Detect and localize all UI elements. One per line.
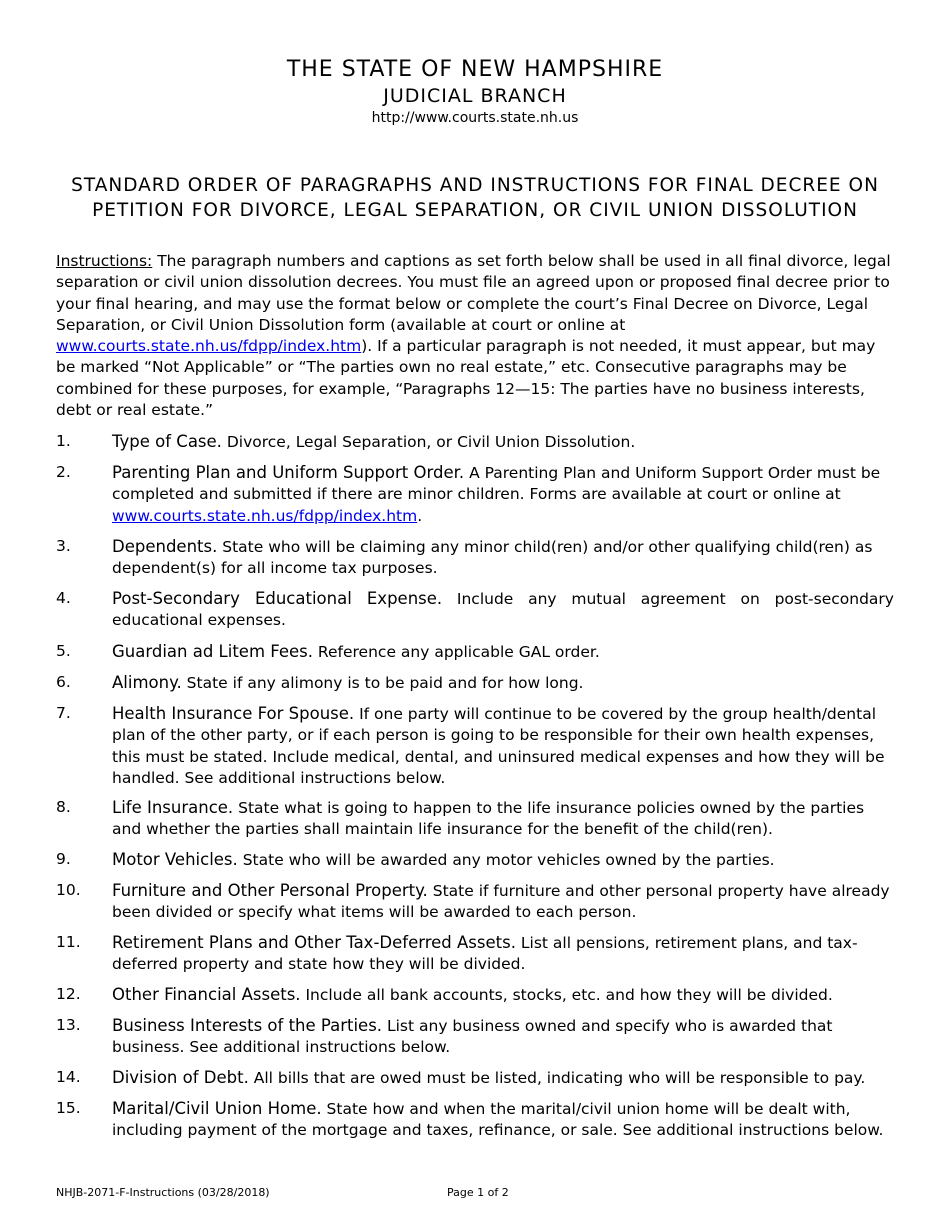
- item-number: 9.: [56, 850, 71, 868]
- item-text: State how and when the marital/civil union home will be dealt with, including payment of the mortgage and taxes, refinance, or sale. See additional instructions below.: [112, 1100, 884, 1140]
- item-number: 2.: [56, 463, 71, 481]
- item-caption: Parenting Plan and Uniform Support Order.: [112, 463, 465, 482]
- list-item: [56, 536, 894, 580]
- item-caption: Type of Case.: [112, 432, 222, 451]
- item-text: A Parenting Plan and Uniform Support Order must be completed and submitted if there are minor children. Forms are available at court or online at: [112, 464, 881, 504]
- instructions-label: Instructions:: [56, 252, 153, 270]
- item-number: 5.: [56, 642, 71, 660]
- list-item: [56, 431, 894, 453]
- item-caption: Alimony.: [112, 673, 182, 692]
- item-number: 12.: [56, 985, 81, 1003]
- list-item: [56, 1098, 894, 1142]
- list-item: [56, 1015, 894, 1059]
- item-text: List all pensions, retirement plans, and tax-deferred property and state how they will be divided.: [112, 934, 858, 974]
- item-caption: Other Financial Assets.: [112, 985, 301, 1004]
- item-text: State what is going to happen to the life insurance policies owned by the parties and whether the parties shall maintain life insurance for the benefit of the child(ren).: [112, 799, 865, 839]
- item-caption: Retirement Plans and Other Tax-Deferred Assets.: [112, 933, 516, 952]
- item-text: State who will be claiming any minor child(ren) and/or other qualifying child(ren) as dependent(s) for all income tax purposes.: [112, 538, 873, 578]
- list-item: [56, 462, 894, 527]
- item-text: Include all bank accounts, stocks, etc. and how they will be divided.: [300, 986, 833, 1004]
- court-url: http://www.courts.state.nh.us: [371, 110, 579, 126]
- item-number: 7.: [56, 704, 71, 722]
- list-item: [56, 588, 894, 632]
- item-number: 3.: [56, 537, 71, 555]
- item-text-end: .: [417, 506, 423, 525]
- item-number: 13.: [56, 1016, 81, 1034]
- item-caption: Life Insurance.: [112, 798, 234, 817]
- item-text: State if any alimony is to be paid and for how long.: [181, 674, 584, 692]
- item-number: 14.: [56, 1068, 81, 1086]
- item-number: 8.: [56, 798, 71, 816]
- item-caption: Marital/Civil Union Home.: [112, 1099, 322, 1118]
- item-number: 10.: [56, 881, 81, 899]
- item-number: 6.: [56, 673, 71, 691]
- list-item: [56, 880, 894, 924]
- document-title: STANDARD ORDER OF PARAGRAPHS AND INSTRUCTIONS FOR FINAL DECREE ON PETITION FOR DIVORCE, LEGAL SEPARATION, OR CIVIL UNION DISSOLUTION: [71, 175, 879, 221]
- item-text: Divorce, Legal Separation, or Civil Union Dissolution.: [221, 433, 636, 451]
- item-text: List any business owned and specify who is awarded that business. See additional instructions below.: [112, 1017, 833, 1057]
- item-caption: Dependents.: [112, 537, 218, 556]
- item-number: 4.: [56, 589, 71, 607]
- fdpp-link[interactable]: www.courts.state.nh.us/fdpp/index.htm: [56, 337, 362, 356]
- state-heading: THE STATE OF NEW HAMPSHIRE: [286, 57, 664, 82]
- item-text: State who will be awarded any motor vehicles owned by the parties.: [237, 851, 775, 869]
- item-number: 1.: [56, 432, 71, 450]
- page-number: Page 1 of 2: [447, 1186, 509, 1199]
- list-item: [56, 1067, 894, 1089]
- item-caption: Post-Secondary Educational Expense.: [112, 589, 443, 608]
- item-caption: Business Interests of the Parties.: [112, 1016, 383, 1035]
- list-item: [56, 932, 894, 976]
- instructions-text-continued: ). If a particular paragraph is not needed, it must appear, but may be marked “Not Applicable” or “The parties own no real estate,” etc. Consecutive paragraphs may be combined for these purposes, for example, “Paragraphs 12—15: The parties have no business interests, debt or real estate.”: [56, 337, 876, 420]
- form-id: NHJB-2071-F-Instructions (03/28/2018): [56, 1186, 270, 1199]
- list-item: [56, 703, 894, 789]
- instructions-paragraph: [56, 251, 896, 421]
- item-text: Reference any applicable GAL order.: [313, 643, 600, 661]
- list-item: [56, 984, 894, 1006]
- item-caption: Health Insurance For Spouse.: [112, 704, 355, 723]
- item-number: 15.: [56, 1099, 81, 1117]
- branch-heading: JUDICIAL BRANCH: [383, 85, 567, 107]
- item-caption: Motor Vehicles.: [112, 850, 238, 869]
- item-text: If one party will continue to be covered by the group health/dental plan of the other party, or if each person is going to be responsible for their own health expenses, this must be stated. Include medical, dental, and uninsured medical expenses and how they will be handled. See additional instructions below.: [112, 705, 885, 787]
- instructions-text: The paragraph numbers and captions as set forth below shall be used in all final divorce, legal separation or civil union dissolution decrees. You must file an agreed upon or proposed final decree prior to your final hearing, and may use the format below or complete the court’s Final Decree on Divorce, Legal Separation, or Civil Union Dissolution form (available at court or online at: [56, 252, 891, 334]
- list-item: [56, 849, 894, 871]
- item-caption: Division of Debt.: [112, 1068, 249, 1087]
- list-item: [56, 672, 894, 694]
- document-header: [0, 56, 950, 128]
- item-caption: Guardian ad Litem Fees.: [112, 642, 313, 661]
- list-item: [56, 641, 894, 663]
- fdpp-link[interactable]: www.courts.state.nh.us/fdpp/index.htm: [112, 506, 418, 525]
- item-text: Include any mutual agreement on post-secondary educational expenses.: [112, 590, 894, 630]
- list-item: [56, 797, 894, 841]
- item-text: State if furniture and other personal property have already been divided or specify what items will be awarded to each person.: [112, 882, 890, 922]
- item-number: 11.: [56, 933, 81, 951]
- item-text: All bills that are owed must be listed, indicating who will be responsible to pay.: [248, 1069, 866, 1087]
- item-caption: Furniture and Other Personal Property.: [112, 881, 428, 900]
